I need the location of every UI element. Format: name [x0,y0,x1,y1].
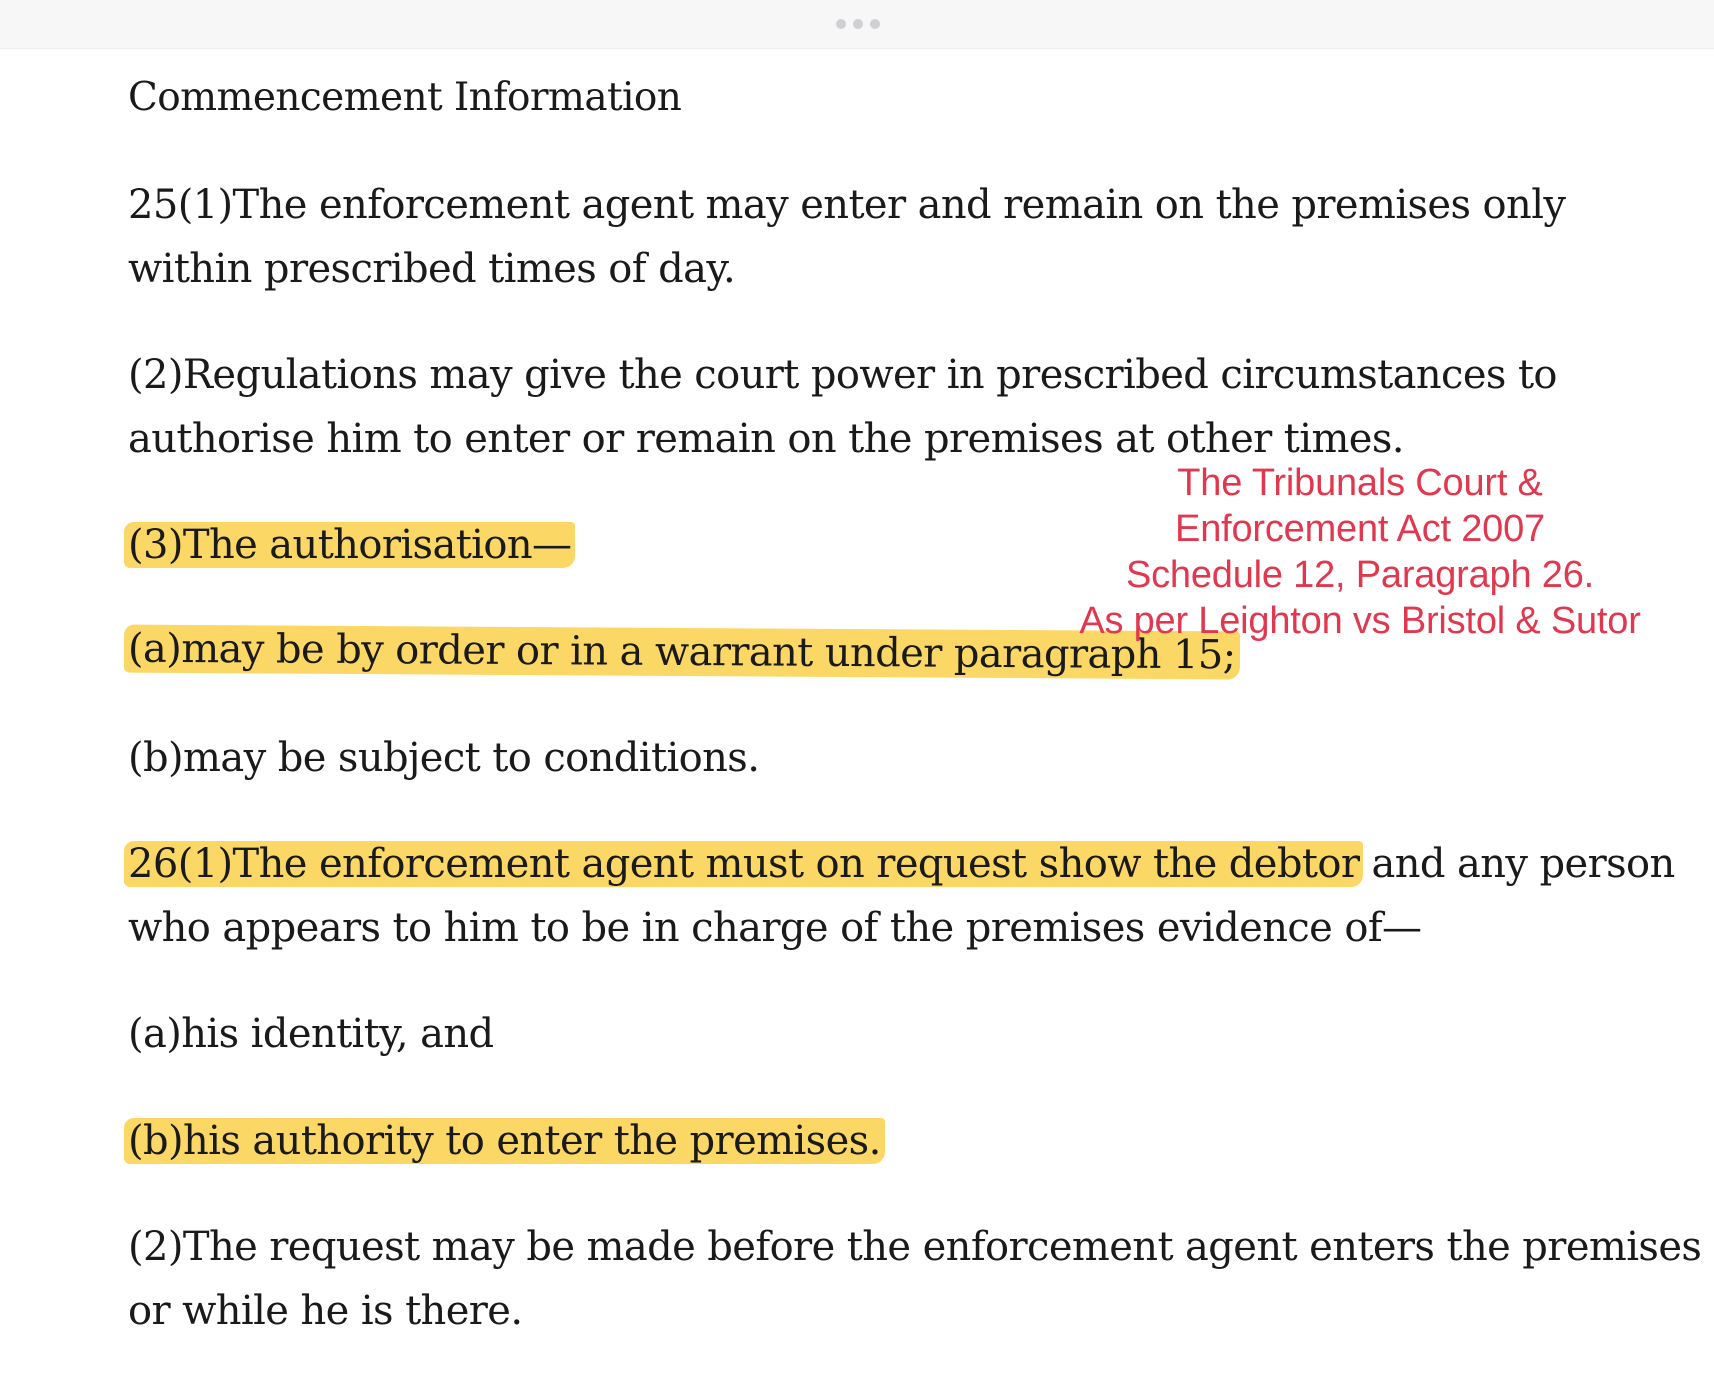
para-26-1a: (a)his identity, and [128,1011,494,1057]
para-26-1-line-1 [128,840,1675,888]
para-26-1-line-1-rest: and any person [1359,841,1675,887]
highlight-para-25-3: (3)The authorisation— [124,522,575,568]
para-26-1-line-2: who appears to him to be in charge of the premises evidence of— [128,905,1422,951]
highlight-para-26-1b: (b)his authority to enter the premises. [124,1118,885,1164]
annotation-line-2: Enforcement Act 2007 [1175,508,1545,550]
para-25-1-line-1: 25(1)The enforcement agent may enter and remain on the premises only [128,182,1566,228]
para-26-2-line-1: (2)The request may be made before the enforcement agent enters the premises [128,1224,1702,1270]
para-25-3b: (b)may be subject to conditions. [128,735,760,781]
para-26-2-line-2: or while he is there. [128,1288,523,1334]
para-25-3 [128,521,571,569]
annotation-line-3: Schedule 12, Paragraph 26. [1125,554,1595,596]
highlight-para-25-3a: (a)may be by order or in a warrant under paragraph 15; [124,625,1240,680]
para-25-1-line-2: within prescribed times of day. [128,246,736,292]
para-26-1b [128,1117,881,1165]
annotation-line-1: The Tribunals Court & [1177,462,1543,504]
para-25-2-line-1: (2)Regulations may give the court power in prescribed circumstances to [128,352,1557,398]
highlight-para-26-1: 26(1)The enforcement agent must on request show the debtor [124,841,1363,887]
handwritten-annotation [1060,460,1660,644]
para-25-2-line-2: authorise him to enter or remain on the premises at other times. [128,416,1404,462]
section-heading: Commencement Information [128,75,682,120]
annotation-line-4: As per Leighton vs Bristol & Sutor [1079,600,1641,642]
